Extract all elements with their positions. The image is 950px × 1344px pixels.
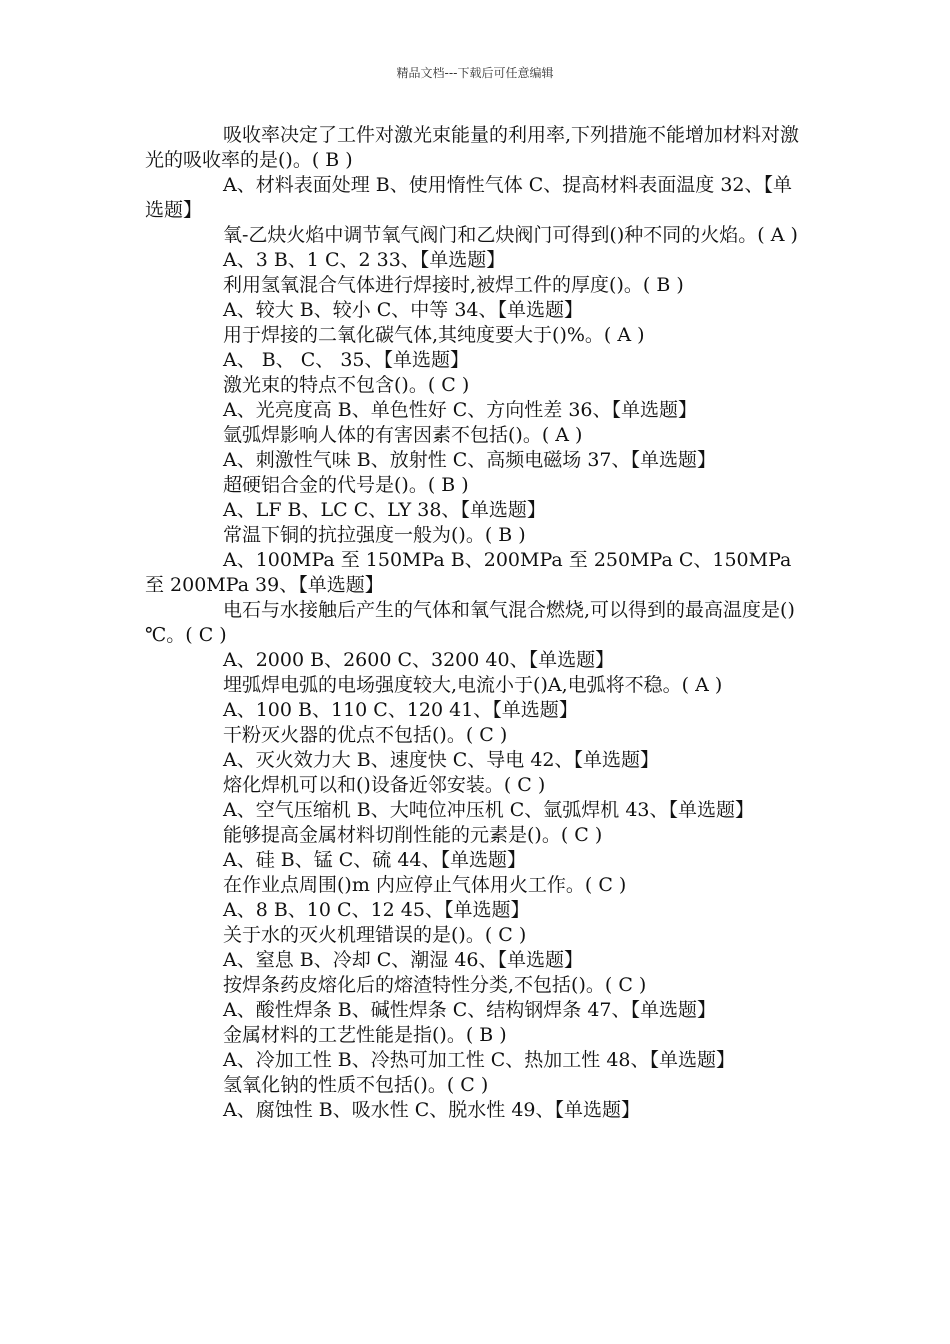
document-line: 按焊条药皮熔化后的熔渣特性分类,不包括()。( C ) [223,974,647,996]
document-line: A、空气压缩机 B、大吨位冲压机 C、氩弧焊机 43、【单选题】 [223,799,755,821]
document-line: 激光束的特点不包含()。( C ) [223,374,470,396]
document-line: 氧-乙炔火焰中调节氧气阀门和乙炔阀门可得到()种不同的火焰。( A ) [223,224,798,246]
document-line: A、较大 B、较小 C、中等 34、【单选题】 [223,299,584,321]
document-line: A、酸性焊条 B、碱性焊条 C、结构钢焊条 47、【单选题】 [223,999,717,1021]
document-line: A、腐蚀性 B、吸水性 C、脱水性 49、【单选题】 [223,1099,641,1121]
document-line: 金属材料的工艺性能是指()。( B ) [223,1024,507,1046]
document-line: A、 B、 C、 35、【单选题】 [223,349,470,371]
document-line: 利用氢氧混合气体进行焊接时,被焊工件的厚度()。( B ) [223,274,684,296]
document-line: A、100MPa 至 150MPa B、200MPa 至 250MPa C、150MPa 至 200MPa 39、【单选题】 [145,549,792,596]
document-line: 电石与水接触后产生的气体和氧气混合燃烧,可以得到的最高温度是()℃。( C ) [145,599,795,646]
page-header: 精品文档---下载后可任意编辑 [396,66,554,80]
document-body [145,123,807,1123]
document-line: A、3 B、1 C、2 33、【单选题】 [223,249,506,271]
document-line: 常温下铜的抗拉强度一般为()。( B ) [223,524,526,546]
document-line: A、光亮度高 B、单色性好 C、方向性差 36、【单选题】 [223,399,698,421]
document-line: 能够提高金属材料切削性能的元素是()。( C ) [223,824,603,846]
document-line: 干粉灭火器的优点不包括()。( C ) [223,724,508,746]
document-line: A、LF B、LC C、LY 38、【单选题】 [223,499,546,521]
document-line: 超硬铝合金的代号是()。( B ) [223,474,469,496]
document-line: 熔化焊机可以和()设备近邻安装。( C ) [223,774,546,796]
document-line: 用于焊接的二氧化碳气体,其纯度要大于()%。( A ) [223,324,645,346]
document-line: A、灭火效力大 B、速度快 C、导电 42、【单选题】 [223,749,660,771]
document-line: A、100 B、110 C、120 41、【单选题】 [223,699,578,721]
document-line: A、硅 B、锰 C、硫 44、【单选题】 [223,849,527,871]
document-line: 氩弧焊影响人体的有害因素不包括()。( A ) [223,424,583,446]
document-line: 吸收率决定了工件对激光束能量的利用率,下列措施不能增加材料对激光的吸收率的是()。( B ) [145,124,800,171]
document-line: A、材料表面处理 B、使用惰性气体 C、提高材料表面温度 32、【单选题】 [145,174,793,221]
document-line: 在作业点周围()m 内应停止气体用火工作。( C ) [223,874,627,896]
document-line: A、冷加工性 B、冷热可加工性 C、热加工性 48、【单选题】 [223,1049,736,1071]
document-line: A、刺激性气味 B、放射性 C、高频电磁场 37、【单选题】 [223,449,717,471]
document-line: A、8 B、10 C、12 45、【单选题】 [223,899,530,921]
document-line: 埋弧焊电弧的电场强度较大,电流小于()A,电弧将不稳。( A ) [223,674,723,696]
document-line: 关于水的灭火机理错误的是()。( C ) [223,924,527,946]
document-line: A、2000 B、2600 C、3200 40、【单选题】 [223,649,615,671]
document-line: A、窒息 B、冷却 C、潮湿 46、【单选题】 [223,949,584,971]
document-line: 氢氧化钠的性质不包括()。( C ) [223,1074,489,1096]
